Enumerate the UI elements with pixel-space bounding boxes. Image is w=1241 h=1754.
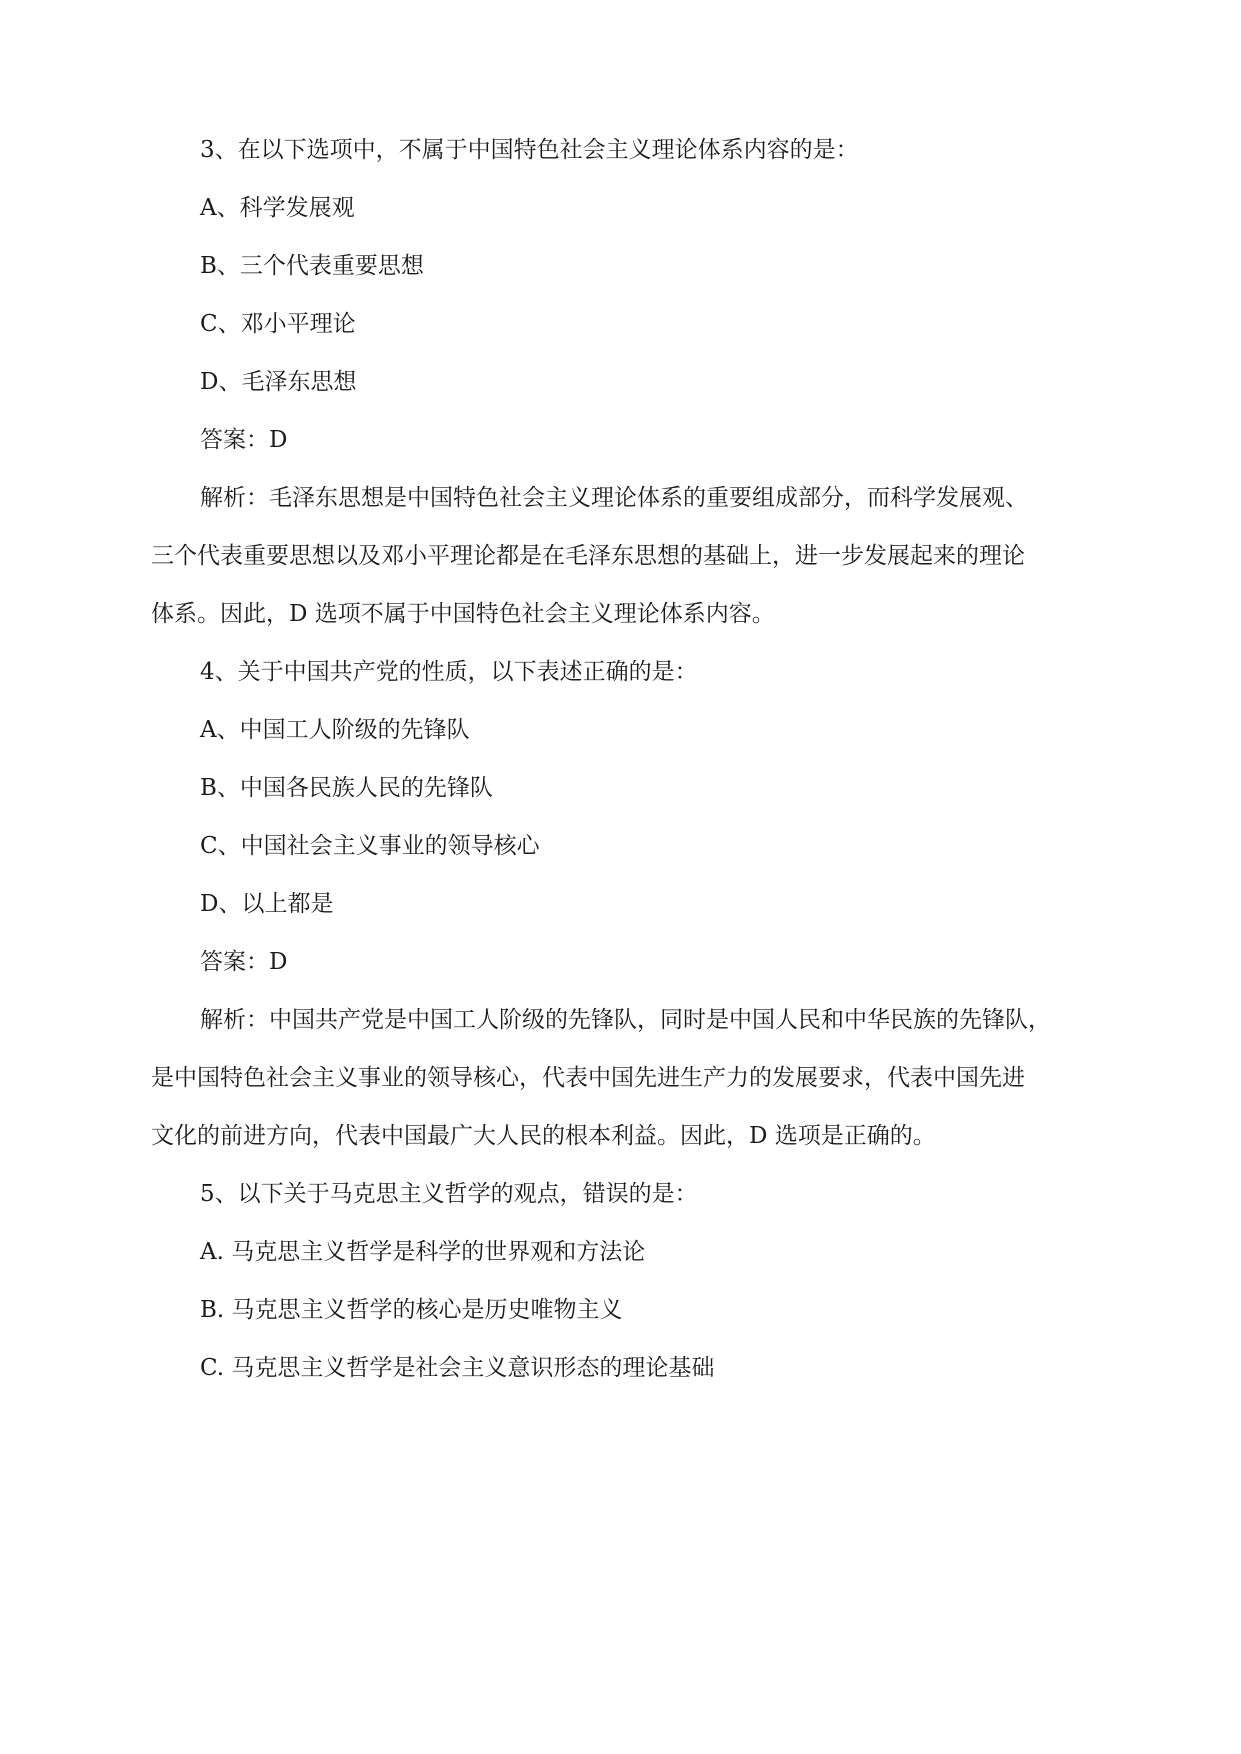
question-5-option-c: C. 马克思主义哲学是社会主义意识形态的理论基础 <box>200 1355 715 1381</box>
question-4-analysis-line-2: 是中国特色社会主义事业的领导核心，代表中国先进生产力的发展要求，代表中国先进 <box>151 1065 1025 1091</box>
question-5-stem: 5、以下关于马克思主义哲学的观点，错误的是： <box>200 1181 698 1207</box>
question-3-analysis-line-3: 体系。因此，D 选项不属于中国特色社会主义理论体系内容。 <box>151 601 775 627</box>
question-4-analysis-line-3: 文化的前进方向，代表中国最广大人民的根本利益。因此，D 选项是正确的。 <box>151 1123 936 1149</box>
question-3-stem: 3、在以下选项中，不属于中国特色社会主义理论体系内容的是： <box>200 137 859 163</box>
question-3-option-b: B、三个代表重要思想 <box>200 253 424 279</box>
question-4-option-c: C、中国社会主义事业的领导核心 <box>200 833 540 859</box>
question-4-option-d: D、以上都是 <box>200 891 334 917</box>
question-4-answer: 答案：D <box>200 949 288 975</box>
question-3-analysis-line-2: 三个代表重要思想以及邓小平理论都是在毛泽东思想的基础上，进一步发展起来的理论 <box>151 543 1025 569</box>
question-3-option-a: A、科学发展观 <box>200 195 355 221</box>
question-5-option-a: A. 马克思主义哲学是科学的世界观和方法论 <box>200 1239 646 1265</box>
question-3-answer: 答案：D <box>200 427 288 453</box>
question-4-analysis-line-1: 解析：中国共产党是中国工人阶级的先锋队，同时是中国人民和中华民族的先锋队， <box>200 1007 1051 1033</box>
question-3-option-d: D、毛泽东思想 <box>200 369 357 395</box>
question-4-option-a: A、中国工人阶级的先锋队 <box>200 717 470 743</box>
question-4-option-b: B、中国各民族人民的先锋队 <box>200 775 493 801</box>
question-5-option-b: B. 马克思主义哲学的核心是历史唯物主义 <box>200 1297 623 1323</box>
question-3-option-c: C、邓小平理论 <box>200 311 356 337</box>
question-3-analysis-line-1: 解析：毛泽东思想是中国特色社会主义理论体系的重要组成部分，而科学发展观、 <box>200 485 1028 511</box>
question-4-stem: 4、关于中国共产党的性质，以下表述正确的是： <box>200 659 698 685</box>
